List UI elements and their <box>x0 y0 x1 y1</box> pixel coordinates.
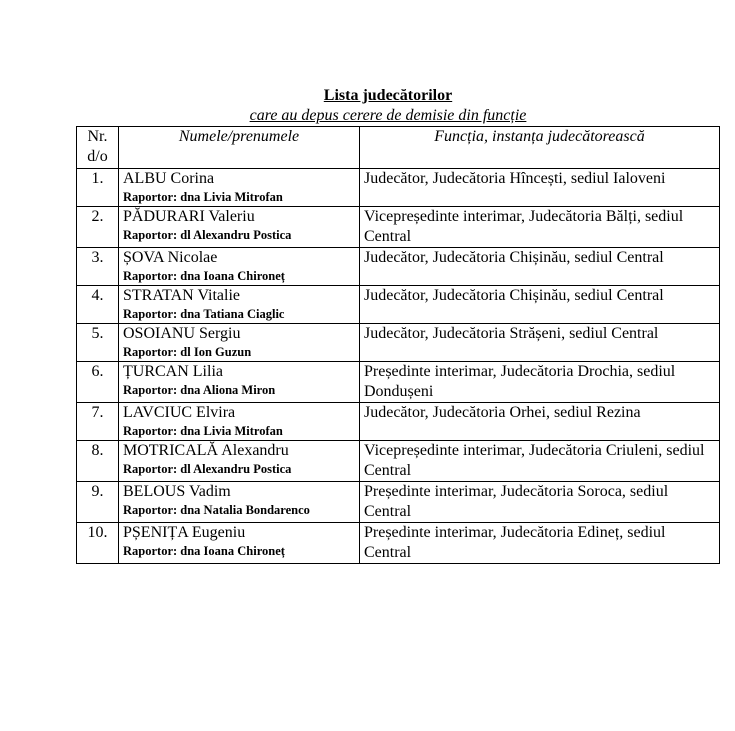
row-number: 4. <box>77 286 119 324</box>
row-number: 3. <box>77 248 119 286</box>
raportor: Raportor: dna Natalia Bondarenco <box>123 503 310 517</box>
raportor: Raportor: dna Livia Mitrofan <box>123 190 283 204</box>
raportor: Raportor: dl Alexandru Postica <box>123 228 292 242</box>
judge-function: Judecător, Judecătoria Strășeni, sediul Central <box>360 324 720 362</box>
table-row <box>77 324 720 362</box>
judge-cell <box>119 324 360 362</box>
raportor: Raportor: dna Livia Mitrofan <box>123 424 283 438</box>
raportor: Raportor: dna Tatiana Ciaglic <box>123 307 285 321</box>
judge-cell <box>119 403 360 441</box>
table-row <box>77 207 720 248</box>
row-number: 8. <box>77 441 119 482</box>
judge-cell <box>119 169 360 207</box>
document-subtitle: care au depus cerere de demisie din funcție <box>249 107 527 124</box>
header-nr: Nr. d/o <box>77 127 119 169</box>
table-row <box>77 403 720 441</box>
header-name: Numele/prenumele <box>119 127 360 169</box>
judge-name: ALBU Corina <box>123 170 215 187</box>
judge-cell <box>119 441 360 482</box>
row-number: 7. <box>77 403 119 441</box>
table-row <box>77 482 720 523</box>
judge-name: PȘENIȚA Eugeniu <box>123 524 246 541</box>
judge-name: OSOIANU Sergiu <box>123 325 241 342</box>
table-row <box>77 248 720 286</box>
judge-cell <box>119 523 360 564</box>
judge-cell <box>119 482 360 523</box>
judge-name: STRATAN Vitalie <box>123 287 241 304</box>
row-number: 10. <box>77 523 119 564</box>
judge-name: ȚURCAN Lilia <box>123 363 223 380</box>
table-row <box>77 286 720 324</box>
raportor: Raportor: dna Ioana Chironeț <box>123 269 285 283</box>
judge-function: Președinte interimar, Judecătoria Edineț, sediul Central <box>360 523 720 564</box>
judge-function: Judecător, Judecătoria Orhei, sediul Rezina <box>360 403 720 441</box>
judges-table <box>76 126 720 564</box>
row-number: 2. <box>77 207 119 248</box>
row-number: 5. <box>77 324 119 362</box>
raportor: Raportor: dna Ioana Chironeț <box>123 544 285 558</box>
header-function: Funcția, instanța judecătorească <box>360 127 720 169</box>
judge-name: MOTRICALĂ Alexandru <box>123 442 289 459</box>
document-title: Lista judecătorilor <box>323 87 453 104</box>
table-row <box>77 362 720 403</box>
judge-function: Judecător, Judecătoria Chișinău, sediul Central <box>360 286 720 324</box>
judge-function: Vicepreședinte interimar, Judecătoria Bălți, sediul Central <box>360 207 720 248</box>
raportor: Raportor: dna Aliona Miron <box>123 383 276 397</box>
judge-function: Judecător, Judecătoria Hîncești, sediul Ialoveni <box>360 169 720 207</box>
table-header-row <box>77 127 720 169</box>
judge-name: PĂDURARI Valeriu <box>123 208 255 225</box>
table-row <box>77 169 720 207</box>
judge-function: Judecător, Judecătoria Chișinău, sediul Central <box>360 248 720 286</box>
raportor: Raportor: dl Ion Guzun <box>123 345 252 359</box>
judge-name: BELOUS Vadim <box>123 483 231 500</box>
row-number: 1. <box>77 169 119 207</box>
raportor: Raportor: dl Alexandru Postica <box>123 462 292 476</box>
judge-cell <box>119 286 360 324</box>
judge-cell <box>119 362 360 403</box>
row-number: 6. <box>77 362 119 403</box>
judge-cell <box>119 248 360 286</box>
row-number: 9. <box>77 482 119 523</box>
table-row <box>77 523 720 564</box>
table-row <box>77 441 720 482</box>
judge-function: Președinte interimar, Judecătoria Drochia, sediul Dondușeni <box>360 362 720 403</box>
judge-name: ȘOVA Nicolae <box>123 249 218 266</box>
judge-name: LAVCIUC Elvira <box>123 404 236 421</box>
judge-function: Președinte interimar, Judecătoria Soroca, sediul Central <box>360 482 720 523</box>
judge-function: Vicepreședinte interimar, Judecătoria Criuleni, sediul Central <box>360 441 720 482</box>
judge-cell <box>119 207 360 248</box>
